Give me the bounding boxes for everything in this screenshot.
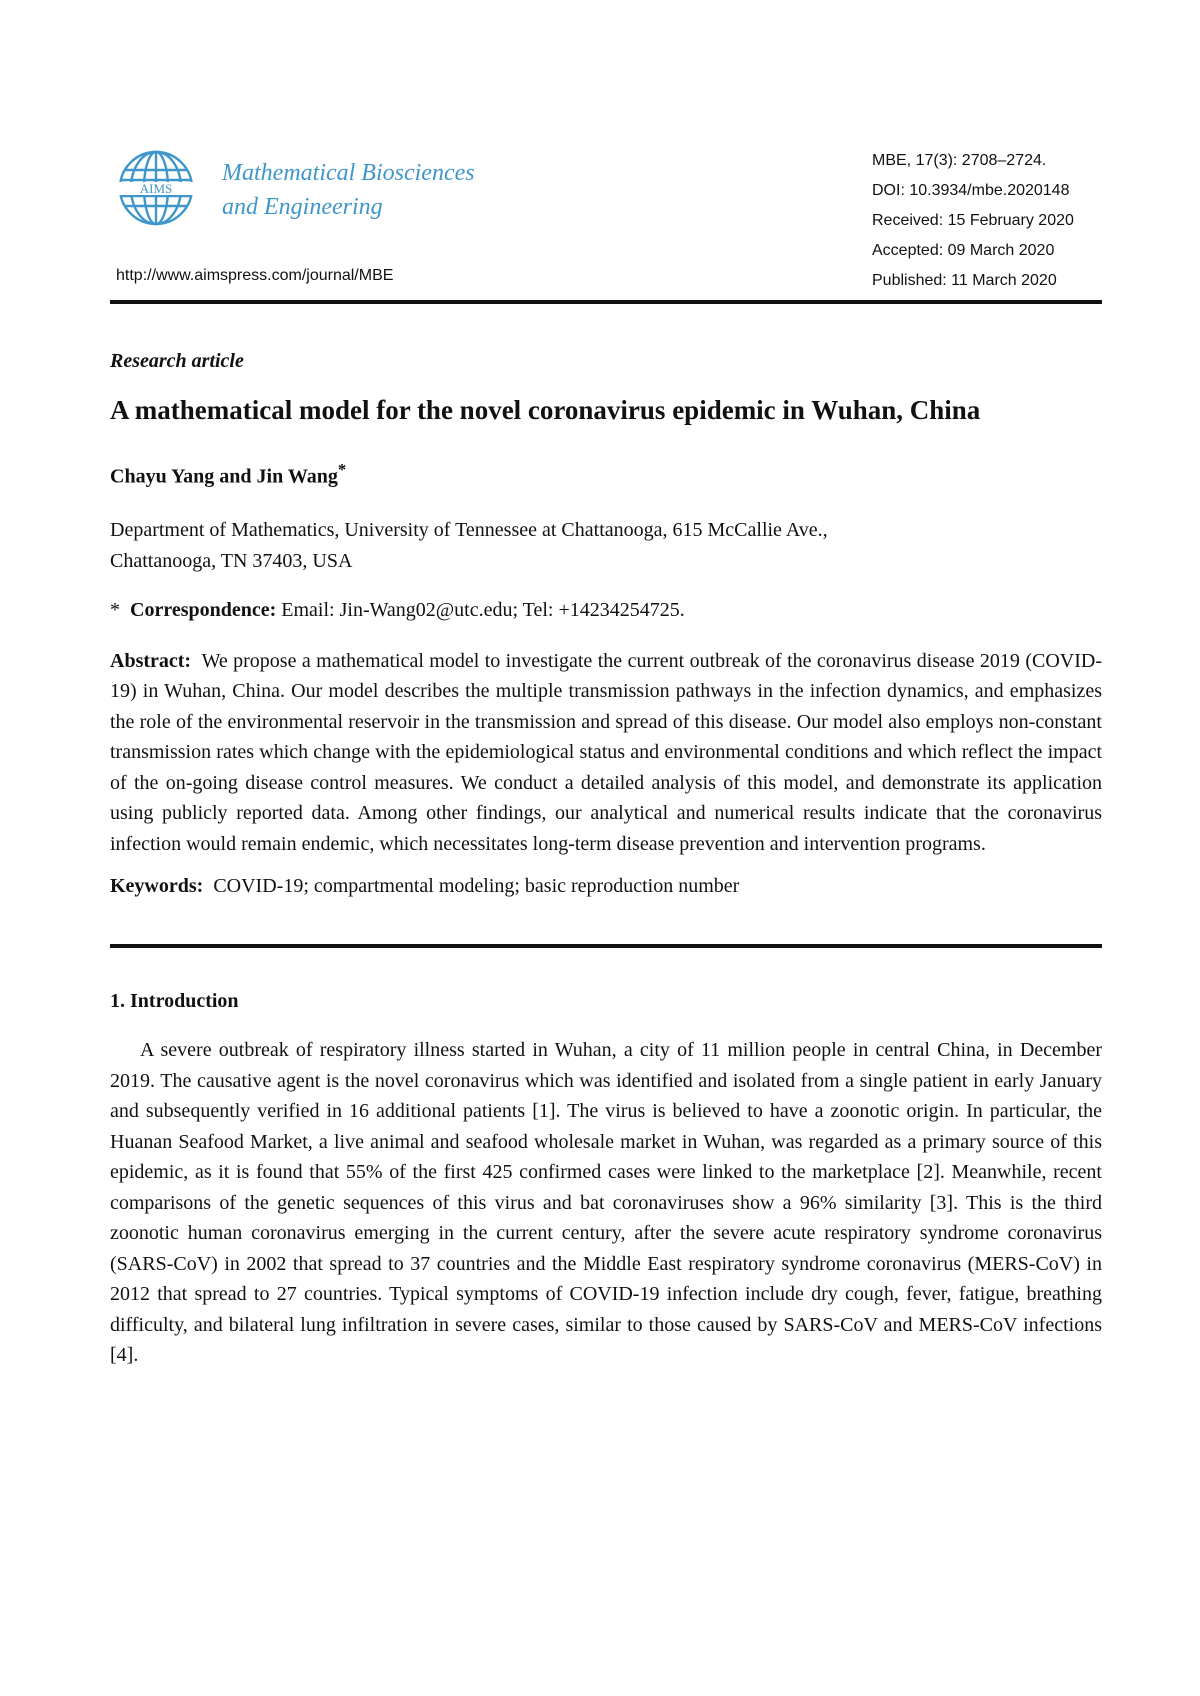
aims-globe-logo [116,148,196,228]
corr-label: Correspondence: [130,598,277,621]
logo-text: AIMS [139,181,173,196]
paper-page [110,140,1102,1371]
journal-header [110,140,1102,300]
affiliation-line1: Department of Mathematics, University of Tennessee at Chattanooga, 615 McCallie Ave., [110,518,828,541]
meta-doi[interactable]: DOI: 10.3934/mbe.2020148 [872,182,1070,199]
affiliation-line2: Chattanooga, TN 37403, USA [110,549,353,572]
journal-name-line2: and Engineering [222,194,383,220]
journal-url[interactable]: http://www.aimspress.com/journal/MBE [116,267,394,284]
affiliation [110,515,1102,577]
abstract-text: We propose a mathematical model to investigate the current outbreak of the coronavirus disease 2019 (COVID-19) in Wuhan, China. Our model describes the multiple transmission pathways in the infection dynamics, and emphasizes the role of the environmental reservoir in the transmission and spread of this disease. Our model also employs non-constant transmission rates which change with the epidemiological status and environmental conditions and which reflect the impact of the on-going disease control measures. We conduct a detailed analysis of this model, and demonstrate its application using publicly reported data. Among other findings, our analytical and numerical results indicate that the coronavirus infection would remain endemic, which necessitates long-term disease prevention and intervention programs. [110,649,1102,855]
section-title-introduction: 1. Introduction [110,990,239,1013]
abstract [110,646,1102,860]
corr-mark: * [110,598,120,621]
meta-received: Received: 15 February 2020 [872,212,1074,229]
abstract-rule [110,944,1102,948]
correspondence [110,599,1102,622]
keywords [110,875,1102,898]
journal-name [222,156,475,224]
meta-accepted: Accepted: 09 March 2020 [872,242,1055,259]
journal-name-line1: Mathematical Biosciences [222,160,475,186]
authors [110,460,1102,489]
corr-text: Email: Jin-Wang02@utc.edu; Tel: +14234254725. [281,598,685,621]
article-type: Research article [110,350,244,372]
header-rule [110,300,1102,304]
author-names: Chayu Yang and Jin Wang [110,465,338,488]
author-mark: * [337,460,347,479]
article-title: A mathematical model for the novel coronavirus epidemic in Wuhan, China [110,395,981,425]
keywords-label: Keywords: [110,875,204,898]
introduction-paragraph: A severe outbreak of respiratory illness started in Wuhan, a city of 11 million people in central China, in December 2019. The causative agent is the novel coronavirus which was identified and isolated from a single patient in early January and subsequently verified in 16 additional patients [1]. The virus is believed to have a zoonotic origin. In particular, the Huanan Seafood Market, a live animal and seafood wholesale market in Wuhan, was regarded as a primary source of this epidemic, as it is found that 55% of the first 425 confirmed cases were linked to the marketplace [2]. Meanwhile, recent comparisons of the genetic sequences of this virus and bat coronaviruses show a 96% similarity [3]. This is the third zoonotic human coronavirus emerging in the current century, after the severe acute respiratory syndrome coronavirus (SARS-CoV) in 2002 that spread to 37 countries and the Middle East respiratory syndrome coronavirus (MERS-CoV) in 2012 that spread to 27 countries. Typical symptoms of COVID-19 infection include dry cough, fever, fatigue, breathing difficulty, and bilateral lung infiltration in severe cases, similar to those caused by SARS-CoV and MERS-CoV infections [4]. [110,1039,1102,1367]
abstract-label: Abstract: [110,649,192,672]
keywords-text: COVID-19; compartmental modeling; basic reproduction number [213,875,740,898]
article-meta [872,146,1092,296]
meta-volume: MBE, 17(3): 2708–2724. [872,152,1047,169]
meta-published: Published: 11 March 2020 [872,272,1057,289]
